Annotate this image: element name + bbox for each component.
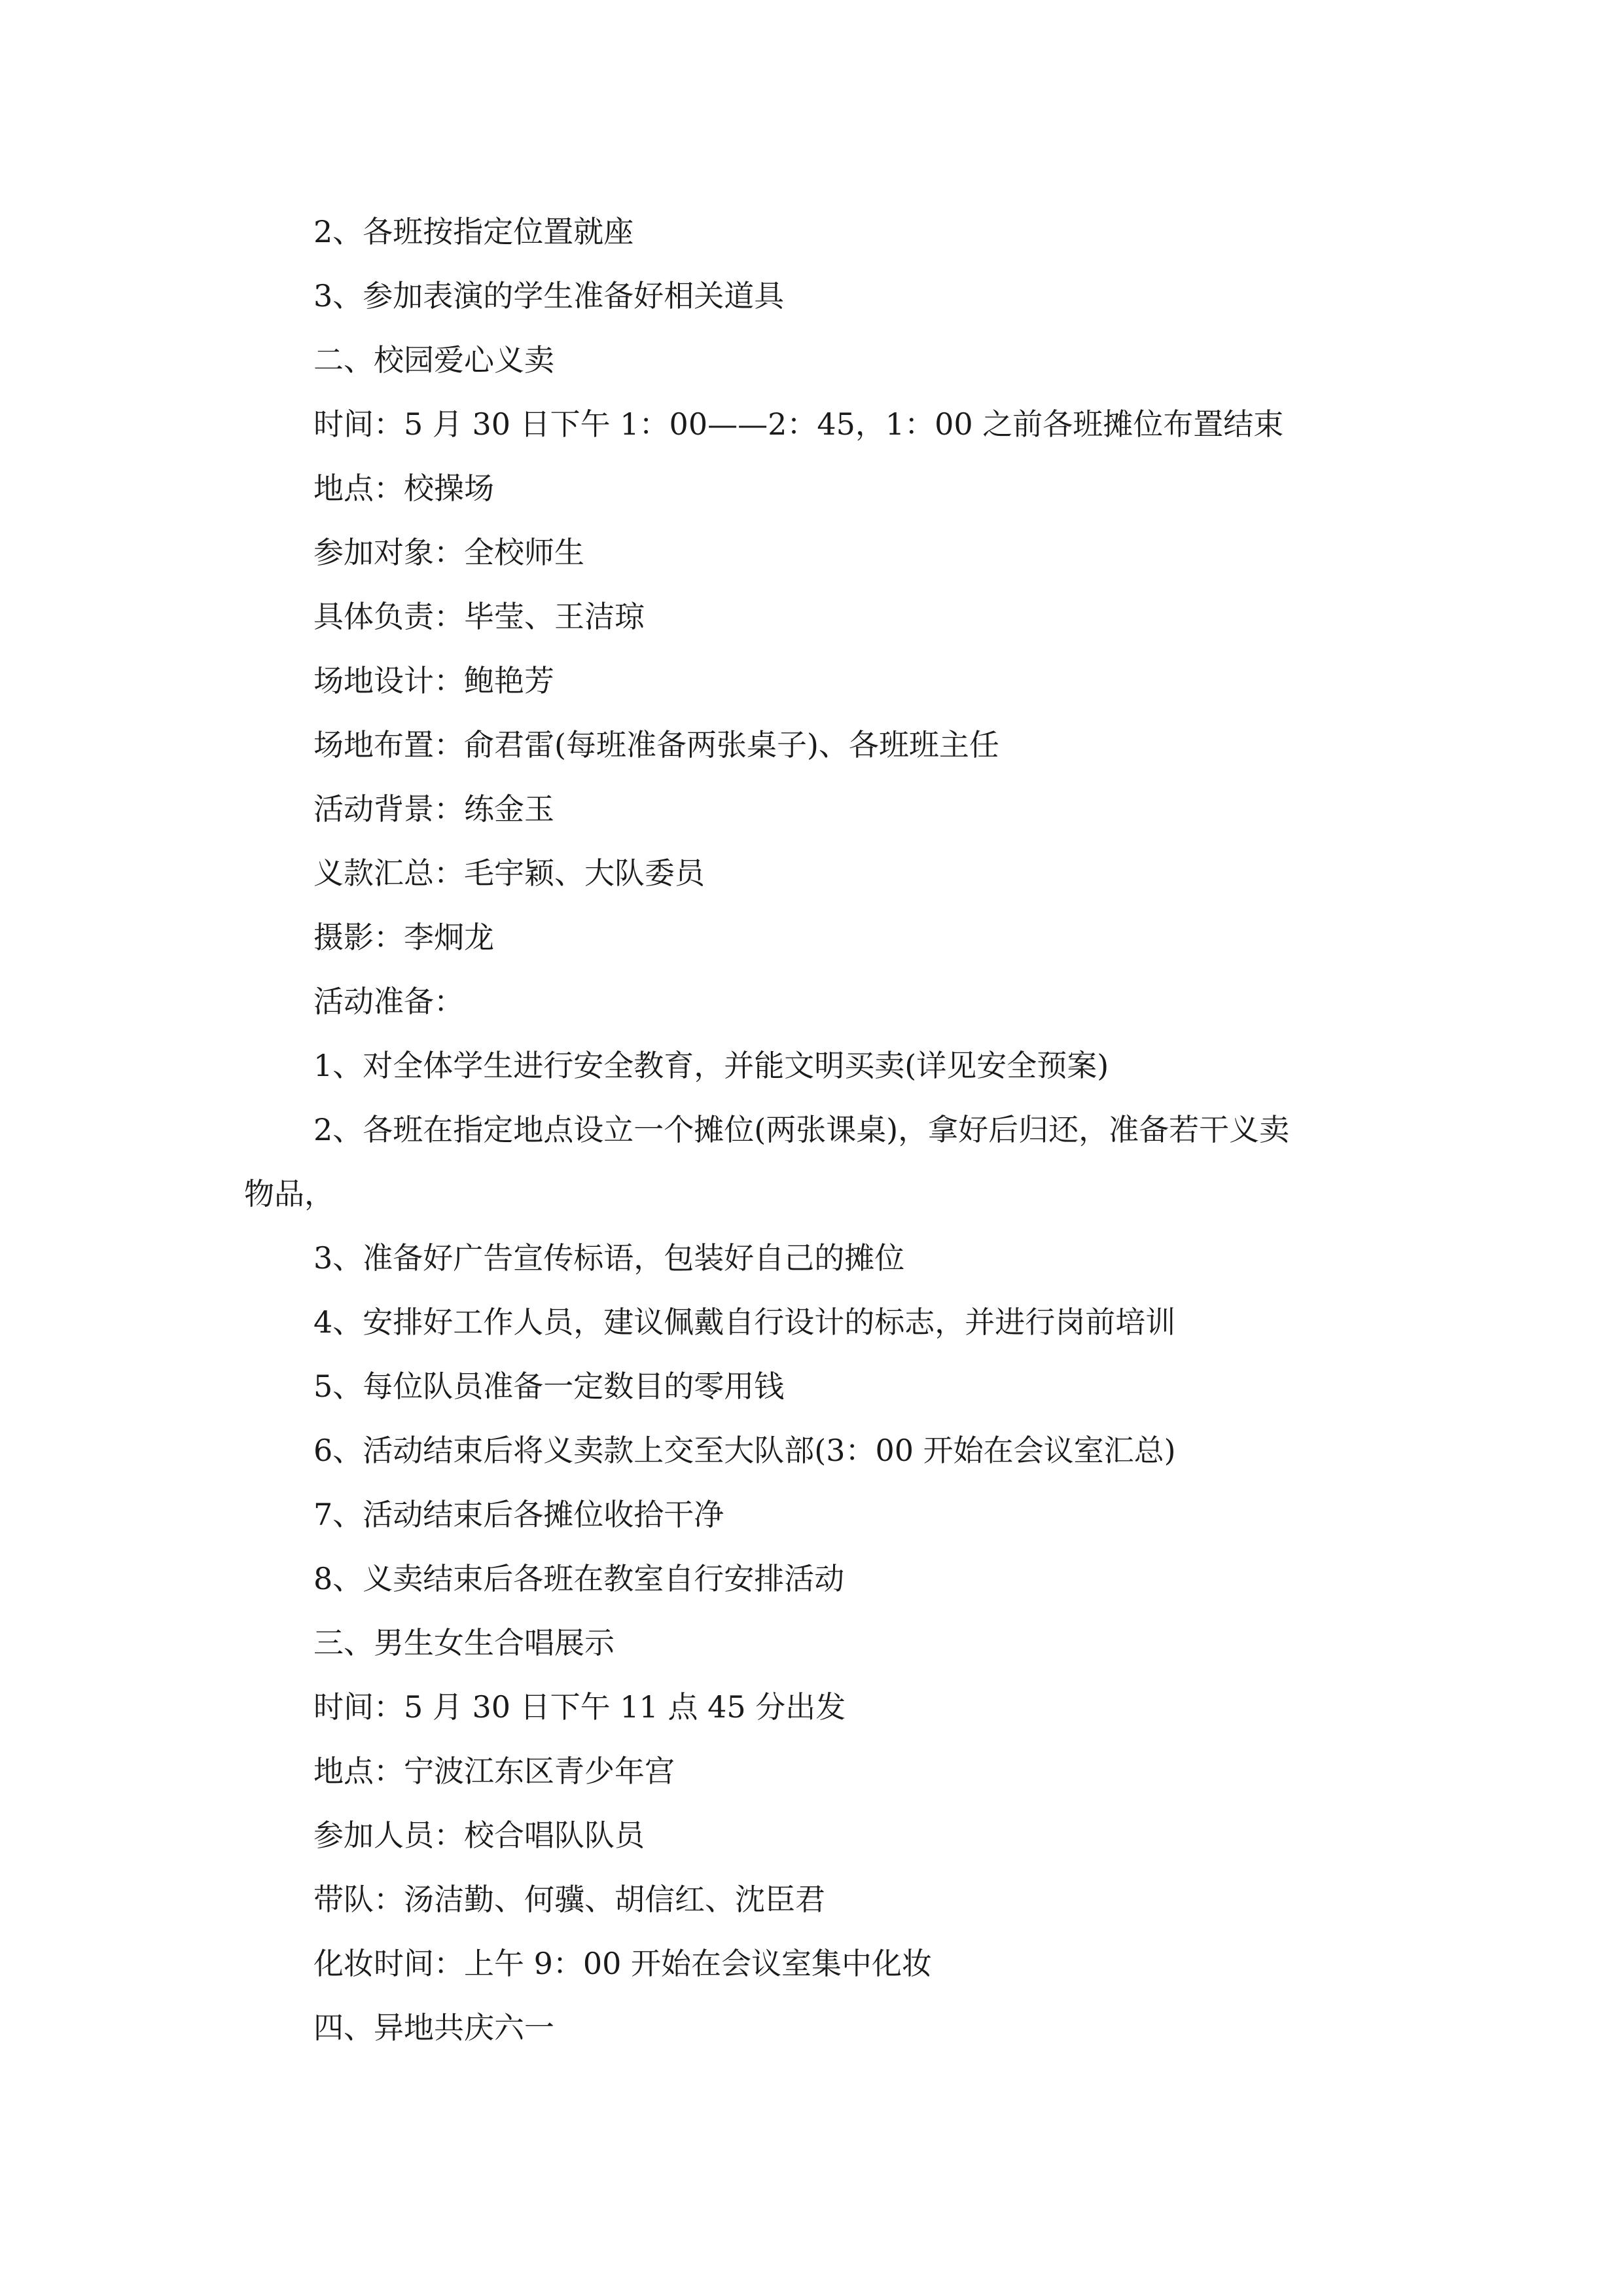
text-line: 地点：校操场 — [313, 471, 494, 506]
text-line: 参加人员：校合唱队队员 — [313, 1818, 645, 1853]
text-line: 活动准备： — [313, 984, 464, 1019]
text-line: 2、各班在指定地点设立一个摊位(两张课桌)，拿好后归还，准备若干义卖 — [313, 1112, 1290, 1147]
section-heading: 三、男生女生合唱展示 — [313, 1625, 615, 1660]
text-line: 摄影：李炯龙 — [313, 920, 494, 955]
text-line: 时间：5 月 30 日下午 1：00——2：45，1：00 之前各班摊位布置结束 — [313, 406, 1284, 442]
text-line: 8、义卖结束后各班在教室自行安排活动 — [313, 1561, 845, 1596]
text-line: 时间：5 月 30 日下午 11 点 45 分出发 — [313, 1689, 846, 1725]
text-line: 7、活动结束后各摊位收拾干净 — [313, 1497, 724, 1532]
document-body — [244, 200, 1396, 2060]
text-line: 6、活动结束后将义卖款上交至大队部(3：00 开始在会议室汇总) — [313, 1433, 1176, 1468]
text-line: 参加对象：全校师生 — [313, 535, 584, 570]
text-line: 场地布置：俞君雷(每班准备两张桌子)、各班班主任 — [313, 727, 999, 762]
text-line: 地点：宁波江东区青少年宫 — [313, 1753, 675, 1789]
text-line: 具体负责：毕莹、王洁琼 — [313, 599, 645, 634]
text-line: 3、准备好广告宣传标语，包装好自己的摊位 — [313, 1240, 905, 1276]
text-line: 带队：汤洁勤、何骥、胡信红、沈臣君 — [313, 1882, 825, 1917]
text-line: 义款汇总：毛宇颖、大队委员 — [313, 855, 705, 891]
text-line: 1、对全体学生进行安全教育，并能文明买卖(详见安全预案) — [313, 1048, 1109, 1083]
text-line: 2、各班按指定位置就座 — [313, 214, 634, 249]
section-heading: 二、校园爱心义卖 — [313, 342, 554, 378]
text-line: 场地设计：鲍艳芳 — [313, 663, 554, 698]
text-line: 3、参加表演的学生准备好相关道具 — [313, 278, 785, 314]
text-line: 4、安排好工作人员，建议佩戴自行设计的标志，并进行岗前培训 — [313, 1304, 1176, 1340]
section-heading: 四、异地共庆六一 — [313, 2010, 554, 2045]
text-line-continuation: 物品， — [244, 1176, 334, 1211]
text-line: 5、每位队员准备一定数目的零用钱 — [313, 1369, 785, 1404]
text-line: 活动背景：练金玉 — [313, 791, 554, 827]
text-line: 化妆时间：上午 9：00 开始在会议室集中化妆 — [313, 1946, 933, 1981]
